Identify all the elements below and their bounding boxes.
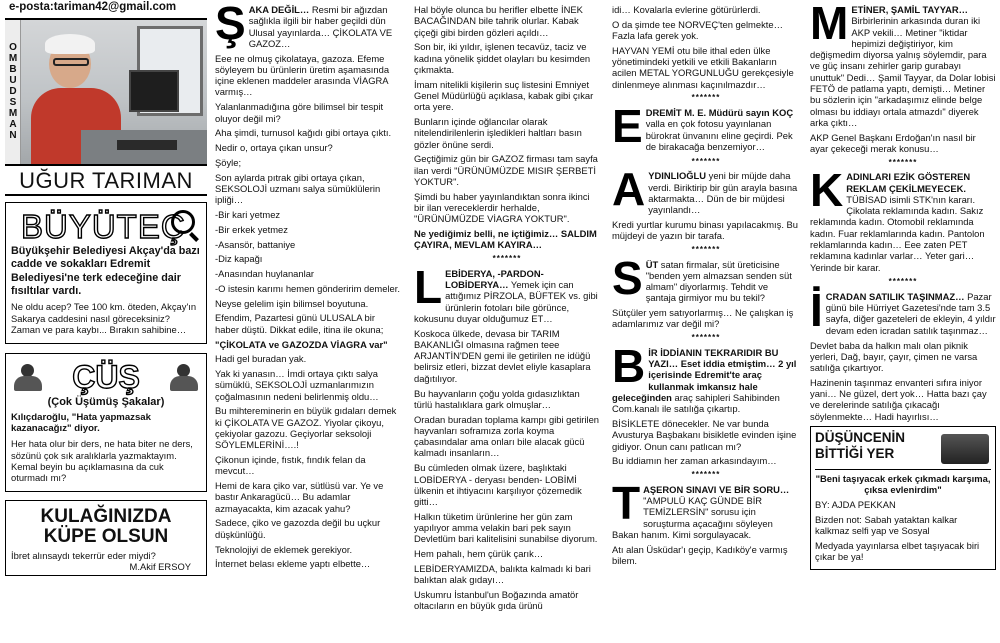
- lebiderya-paragraph: [414, 260, 600, 324]
- metiner-p2: AKP Genel Başkanı Erdoğan'ın nasıl bir ayar çekeceği merak konusu…: [810, 131, 976, 154]
- dusunce-box: [810, 426, 996, 570]
- person-right-icon: [167, 362, 201, 392]
- lebiderya-p1: Yemek için can attığımız PİRZOLA, BÜFTEK vs. gibi ürünlerin fotoları bile görünce, kokusunu duyar olduğumuz ET…: [414, 279, 598, 324]
- saka-para-6: -Bir kari yetmez: [215, 209, 281, 220]
- separator-stars: *******: [492, 254, 522, 264]
- icra-p2: Devlet baba da halkın malı olan piknik yerleri, Dağ, bayır, çayır, çimen ne varsa satılığa çıkartıyor.: [810, 339, 978, 374]
- icra-p1: Pazar günü bile Hürriyet Gazetesi'nde tam 3.5 sayfa, diğer gazeteleri de ekleyin, 4 yıldır devam eden icradan satılık taşınmaz…: [825, 290, 996, 336]
- author-name: UĞUR TARIMAN: [5, 168, 207, 196]
- kulak-logo-line1: KULAĞINIZDA: [40, 506, 172, 528]
- c3-para-1: Son bir, iki yıldır, işlenen tecavüz, taciz ve kadına yönelik şiddet olayları bu kesimden çıkmakta.: [414, 41, 591, 75]
- sut-dropcap: S: [612, 251, 643, 304]
- saka-para-9: -Diz kapağı: [215, 253, 263, 265]
- saka-para-12: Neyse gelelim işin bilimsel boyutuna.: [215, 297, 369, 309]
- separator-stars: *******: [888, 157, 918, 167]
- lebiderya-para-1: Bu hayvanların çoğu yolda gıdasızlıktan türlü hastalıklara gark olmuşlar…: [414, 387, 580, 410]
- lebiderya-para-6: LEBİDERYAMIZDA, balıkta kalmadı ki bari balıktan alak gıdayı…: [414, 562, 591, 586]
- saka-para2-6: Teknolojiyi de eklemek gerekiyor.: [215, 543, 353, 555]
- aydin-p2: Kredi yurtlar kurumu binası yapılacakmış. Bu müjdeyi de yazın bir tarafa.: [612, 218, 799, 242]
- edremit-lead: DREMİT M. E. Müdürü sayın KOÇ: [645, 107, 794, 119]
- photo-person-hair: [45, 34, 95, 54]
- photo-keyboard: [117, 140, 177, 150]
- ombudsman-vertical-label: OMBUDSMAN: [7, 42, 19, 142]
- kadin-lead: ADINLARI EZİK GÖSTEREN REKLAM ÇEKİLMEYECEK.: [846, 171, 971, 194]
- edremit-p1: valla en çok fotosu yayınlanan bürokrat ünvanını eline geçirdi. Pek de birakacağa benzemiyor…: [645, 118, 793, 152]
- buyutec-body: Ne oldu acep? Tee 100 km. öteden, Akçay'ın Sakarya caddesini nasıl göreceksiniz? Zaman ve para kaybı... Bırakın sahibine…: [11, 301, 197, 335]
- saka-para-11: -O istesin karımı hemen gönderirim demeler.: [215, 282, 400, 294]
- sut-paragraph: [612, 251, 800, 304]
- saka-body: [215, 53, 401, 570]
- cus-box: [5, 353, 207, 492]
- saka-para2-5: Sadece, çiko ve gazozda değil bu uçkur düşkünlüğü.: [215, 517, 381, 540]
- saka-paragraph: [215, 0, 401, 49]
- sut-p1: satan firmalar, süt üreticisine "benden yem almazsan senden süt almam" diyorlarmış. Tehdit ve şantaja girmiyor mu bu tekil?: [645, 258, 792, 304]
- dusunce-quote: "Beni taşıyacak erkek çıkmadı karşıma, çıksa evlenirdim": [815, 472, 991, 496]
- magnifier-handle: [189, 232, 199, 242]
- lebiderya-para-3: Bu cümleden olmak üzere, başlıktaki LOBİDERYA - deryası benden- LOBİMİ ülkenin et ihtiyacını karşılıyor çözemedik gitti…: [414, 462, 582, 508]
- lebiderya-para-0: Koskoca ülkede, devasa bir TARIM BAKANLIĞI olmasına rağmen teee ARJANTİN'DEN gemi ile getirilen ne idüğü belirsiz etleri, bizzat devlet eliyle kasaplara dağıtılıyor.: [414, 327, 591, 384]
- dusunce-p2: Medyada yayınlarsa elbet taşıyacak biri çıkar be ya!: [815, 539, 980, 563]
- sut-lead: ÜT: [645, 258, 659, 270]
- aydin-paragraph: [612, 163, 800, 216]
- saka-para2-7: İnternet belası ekleme yaptı elbette…: [215, 558, 371, 570]
- c3-bold-end: Ne yediğimiz belli, ne içtiğimiz… SALDIM ÇAYIRA, MEVLAM KAYIRA…: [414, 228, 597, 251]
- separator-stars: *******: [691, 244, 721, 254]
- aydin-lead: YDINLIOĞLU: [648, 170, 707, 182]
- saka-p1: Resmi bir ağızdan sağlıkla ilgili bir haber geçildi dün Ulusal yayınlarda… ÇİKOLATA VE GAZOZ…: [248, 4, 393, 49]
- saka-para2-1: Yak ki yanasın… İmdi ortaya çıktı salya sümüklü, SEKSOLOJİ uzmanlarımızın çoğalmasının nedeni belirlenmiş oldu…: [215, 368, 379, 402]
- kulak-quote: İbret alınsaydı tekerrür eder miydi?: [11, 549, 156, 561]
- kadin-p1: TÜBİSAD isimli STK'nın kararı. Çikolata reklamında kadın. Sakız reklamında kadın. Otomobil reklamında kadın. Fuar reklamlarında kadın. Pantolon reklamlarında kadın… Eee zaten PET reklamına kadınlar varlar… Yeter gari… Yerinde bir karar.: [810, 193, 985, 273]
- buyutec-logo: [11, 207, 201, 245]
- author-photo: [21, 20, 207, 164]
- separator-stars: *******: [691, 470, 721, 480]
- c3-para-0: Hal böyle olunca bu herifler elbette İNEK BACAĞINDAN bile tahrik olurlar. Kabak çiçeği gibi birden gözleri açıldı…: [414, 4, 583, 38]
- aydin-dropcap: A: [612, 163, 646, 216]
- bir-lead: İR İDDİANIN TEKRARIDIR BU YAZI… Eset iddia etmiştim… 2 yıl içerisinde Edremit'te araç kullanmak imkansız hale geleceğinden: [612, 346, 797, 403]
- column-3: [414, 0, 600, 643]
- buyutec-box: [5, 202, 207, 344]
- lebiderya-para-7: Uskumru İstanbul'un Boğazında amatör oltacıların en büyük gıda ürünü: [414, 589, 579, 612]
- lebiderya-para-2: Oradan buradan toplama kampı gibi getirilen hayvanları soframıza zorla koyma çabasındalar ama onları bile alacak gücü kalmadı insanların…: [414, 413, 600, 459]
- column-5: [810, 0, 996, 643]
- separator-stars: *******: [888, 277, 918, 287]
- metiner-dropcap: M: [810, 0, 849, 49]
- icra-paragraph: [810, 283, 996, 336]
- edremit-paragraph: [612, 100, 800, 153]
- person-left-icon: [11, 362, 45, 392]
- c3-para-4: Geçtiğimiz gün bir GAZOZ firması tam sayfa ilan verdi "ÜRÜNÜMÜZDE MISIR ŞERBETİ YOKTUR".: [414, 153, 598, 187]
- lebiderya-para-4: Halkın tüketim ürünlerine her gün zam yapılıyor amma velakin bari pek sayın Devletlüm bari kalitelisini sunabilse diyorum.: [414, 510, 598, 545]
- kulak-author: M.Akif ERSOY: [129, 561, 191, 573]
- saka-para-3: Nedir o, ortaya çıkan unsur?: [215, 142, 333, 154]
- saka-para-0: Eee ne olmuş çikolataya, gazoza. Efeme söyleyem bu ürünlerin üretim aşamasında içine eklenen maddeler arasında VİAGRA varmış…: [215, 52, 390, 98]
- bir-p2: BİSİKLETE dönecekler. Ne var bunda Avusturya Başbakanı bisikletle evinden işine gidiyor. Onun canı patlıcan mı?: [612, 418, 797, 452]
- taseron-lead: AŞERON SINAVI VE BİR SORU…: [643, 483, 790, 495]
- buyutec-logo-text: BÜYÜTEÇ: [21, 208, 186, 246]
- dusunce-title-line2: BİTTİĞİ YER: [815, 446, 895, 462]
- cus-subtitle: (Çok Üşümüş Şakalar): [47, 395, 165, 408]
- c3-para-3: Bunların içinde oğlancılar olarak nitelendirilenlerin işledikleri haltları basın gözler önüne serdi.: [414, 116, 582, 150]
- metiner-paragraph: [810, 0, 996, 128]
- saka-para2-2: Bu mihtereminerin en büyük gıdaları demek ki ÇİKOLATA VE GAZOZ. Yiyolar çikoyu, çekiyolar gazozu. Geçiyorlar seksoloji SÖYLEMLERİNİ….!: [215, 405, 397, 451]
- separator-stars: *******: [691, 156, 721, 166]
- saka-para-2: Aha şimdi, turnusol kağıdı gibi ortaya çıktı.: [215, 127, 392, 139]
- buyutec-headline: Büyükşehir Belediyesi Akçay'da bazı cadde ve sokakları Edremit Belediyesi'ne terk edeceğine dair fısıltılar vardı.: [11, 245, 200, 297]
- dusunce-by: BY: AJDA PEKKAN: [815, 499, 896, 511]
- metiner-p1: Birbirlerinin arkasında duran iki AKP vekili… Metiner "iktidar hepimizi değiştiriyor, kim değişmedim diyorsa yalnış söylemdir, para ve güç insanı zehirler garip gurabayı unuttuk" Dedi… Şamil Tayyar, da Dolar lobisi FETÖ de patlama yaptı, demişti… Metiner bu sözlerin için "arkadaşımız elinde belge olması bu iddiayı ortala atmazdı" diyerek arka çıktı…: [810, 15, 996, 128]
- aydin-p1: yeni bir müjde daha verdi. Biriktirip bir gün arayla basına aktarmakta… Dün de bir müjdesi yayınlandı…: [648, 170, 798, 216]
- author-email[interactable]: e-posta:tariman42@gmail.com: [9, 1, 177, 13]
- saka-lead: AKA DEĞİL…: [248, 4, 310, 15]
- lebiderya-body: [414, 328, 600, 612]
- author-photo-block: [5, 18, 207, 166]
- saka-para-13: Efendim, Pazartesi günü ULUSALA bir haber düştü. Dikkat edile, itina ile okuna;: [215, 312, 384, 335]
- saka-para-1: Yalanlanmadığına göre bilimsel bir tespit oluyor değil mi?: [215, 101, 384, 124]
- cus-body: Her hata olur bir ders, ne hata biter ne ders, sözünü çok sık aralıklarla yazmaktayım. Kemal beyin bu açıklamasına da cuk oturmadı mı?: [11, 438, 193, 484]
- c4-para-2: HAYVAN YEMİ otu bile ithal eden ülke yönetimindeki yetkili ve etkili Bakanların acilen METAL YORGUNLUĞU gerekçesiyle dinlenmeye alınması kaçınılmazdır…: [612, 44, 794, 90]
- separator-stars: *******: [691, 93, 721, 103]
- lebiderya-dropcap: L: [414, 260, 443, 313]
- cus-logo-row: [11, 358, 201, 396]
- taseron-p2: Atı alan Üsküdar'ı geçip, Kadıköy'e varmış bilem.: [612, 543, 788, 566]
- ombudsman-strip: [5, 20, 21, 164]
- dusunce-title-line1: DÜŞÜNCENİN: [815, 429, 906, 445]
- icra-dropcap: İ: [810, 283, 823, 336]
- lebiderya-para-5: Hem pahalı, hem çürük çarık…: [414, 548, 544, 560]
- photo-monitor: [129, 70, 179, 112]
- bir-dropcap: B: [612, 339, 646, 392]
- saka-para2-4: Hemi de kara çiko var, sütlüsü var. Ye ve bastır Ankaragücü… Bu adamlar azmayacakta, kim azacak yahu?: [215, 480, 384, 514]
- separator-stars: *******: [691, 333, 721, 343]
- icra-p3: Hazinenin taşınmaz envanteri sıfıra iniyor yani… Ne güzel, dert yok… Hatta bazı çay ve derelerinde satılığa çıkacağı söylenmekte… Hadi hayırlısı…: [810, 376, 987, 422]
- saka-para-7: -Bir erkek yetmez: [215, 223, 288, 235]
- bir-p3: Bu iddiamın her zaman arkasındayım…: [612, 455, 777, 467]
- taseron-p1: "AMPULÜ KAÇ GÜNDE BİR TEMİZLERSİN" sorusu için soruşturma açacağını söyleyen Bakan hanım. Kimi sorgulayacak.: [612, 495, 773, 540]
- sut-p2: Sütçüler yem satıyorlarmış… Ne çalışkan iş adamlarımız var değil mi?: [612, 307, 794, 330]
- column-1: [5, 0, 207, 643]
- kulak-logo-line2: KÜPE OLSUN: [43, 525, 169, 547]
- c4-para-1: O da şimde tee NORVEÇ'ten gelmekte… Fazla lafa gerek yok.: [612, 18, 783, 42]
- kadin-paragraph: [810, 164, 996, 273]
- c3-para-2: İmam nitelikli kişilerin suç listesini Emniyet Genel Müdürlüğü açıklasa, kabak gibi çıkar orta yere.: [414, 78, 594, 113]
- taseron-paragraph: [612, 476, 800, 540]
- saka-para-5: Son aylarda pıtrak gibi ortaya çıkan, SEKSOLOJİ uzmanı salya sümüklülerin ipliği…: [215, 171, 381, 206]
- saka-dropcap: Ş: [215, 0, 246, 49]
- saka-para-4: Şöyle;: [215, 156, 242, 168]
- c4-para-0: idi… Kovalarla evlerine götürürlerdi.: [612, 4, 761, 15]
- taseron-dropcap: T: [612, 476, 641, 529]
- photo-person-glasses: [53, 58, 89, 66]
- kadin-dropcap: K: [810, 164, 844, 217]
- dusunce-p1: Bizden not: Sabah yataktan kalkar kalkmaz selfi yap ve Sosyal: [815, 513, 958, 537]
- column-2: [215, 0, 401, 643]
- bir-p1: araç sahipleri Sahibinden Com.kanalı ile satılığa çıkartıp.: [612, 391, 780, 415]
- column-4: [612, 0, 800, 643]
- lebiderya-lead: EBİDERYA, -PARDON- LOBİDERYA…: [445, 267, 544, 290]
- c3-para-5: Şimdi bu haber yayınlandıktan sonra ikinci bir ilan vereceklerdir herhalde, "ÜRÜNÜMÜZDE VİAGRA YOKTUR".: [414, 190, 590, 225]
- trash-bin-icon: [941, 434, 989, 464]
- cus-headline: Kılıçdaroğlu, "Hata yapmazsak kazanacağız" diyor.: [11, 411, 151, 435]
- saka-para-10: -Anasından huylananlar: [215, 268, 315, 280]
- metiner-lead: ETİNER, ŞAMİL TAYYAR…: [851, 4, 969, 15]
- saka-bold-quote: "ÇİKOLATA ve GAZOZDA VİAGRA var": [215, 338, 388, 350]
- bir-paragraph: [612, 339, 800, 415]
- saka-para-8: -Asansör, battaniye: [215, 238, 296, 250]
- dusunce-header: [815, 430, 991, 470]
- edremit-dropcap: E: [612, 100, 643, 153]
- saka-para2-3: Çikonun içinde, fıstık, fındık felan da mevcut…: [215, 454, 366, 477]
- saka-para2-0: Hadi gel buradan yak.: [215, 353, 307, 365]
- icra-lead: CRADAN SATILIK TAŞINMAZ…: [825, 290, 965, 302]
- kulak-box: [5, 500, 207, 576]
- cus-logo-text: ÇÜŞ: [72, 358, 140, 395]
